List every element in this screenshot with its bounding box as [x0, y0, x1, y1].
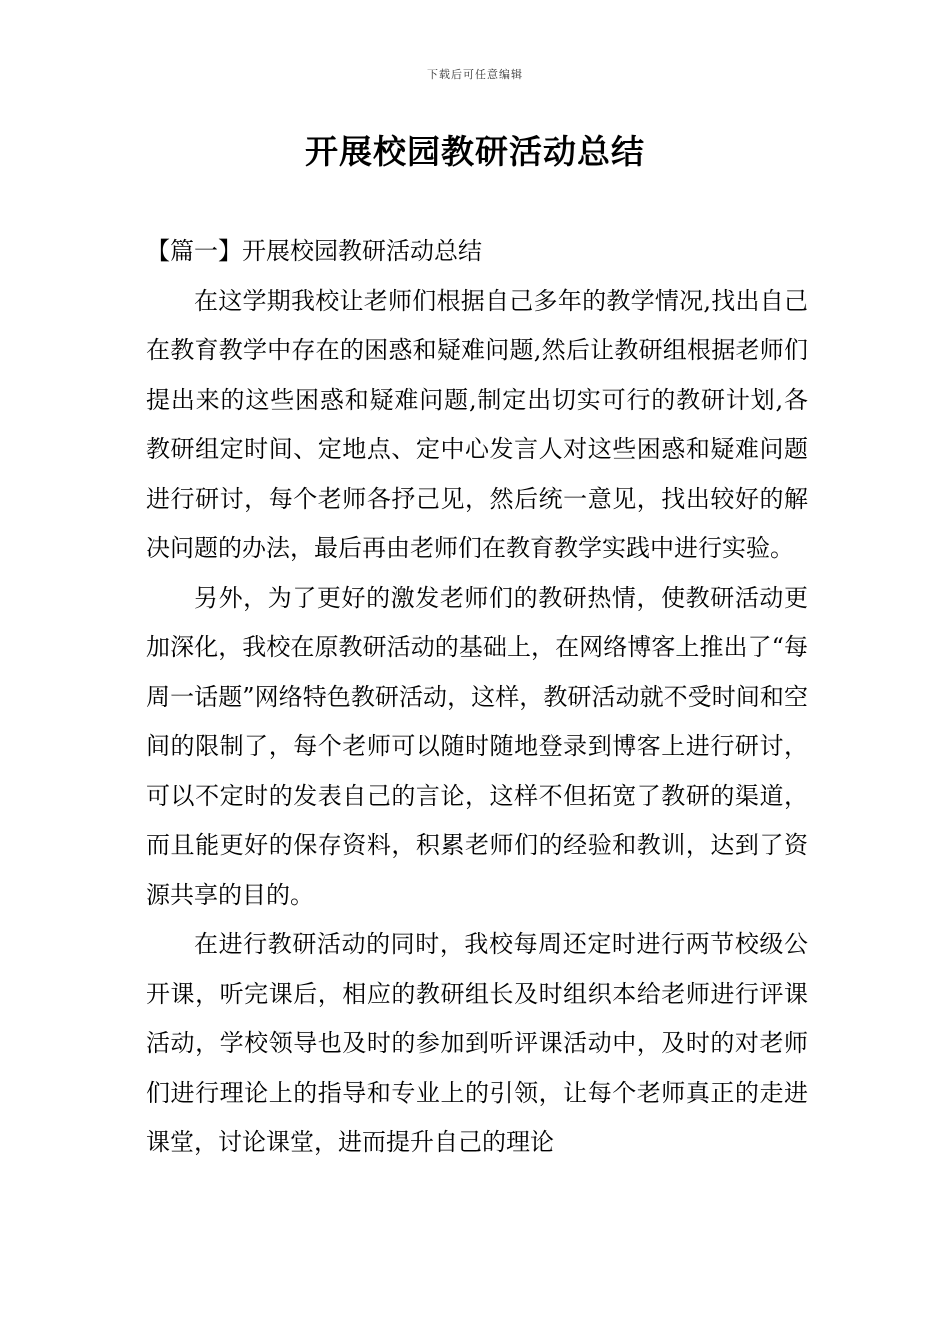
paragraph-3: 在进行教研活动的同时，我校每周还定时进行两节校级公开课，听完课后，相应的教研组长及时组织本给老师进行评课活动，学校领导也及时的参加到听评课活动中，及时的对老师们进行理论上的指导和专业上的引领，让每个老师真正的走进课堂，讨论课堂，进而提升自己的理论	[146, 930, 808, 1156]
document-title: 开展校园教研活动总结	[305, 132, 645, 171]
paragraph-1: 在这学期我校让老师们根据自己多年的教学情况,找出自己在教育教学中存在的困惑和疑难问题,然后让教研组根据老师们提出来的这些困惑和疑难问题,制定出切实可行的教研计划,各教研组定时间、定地点、定中心发言人对这些困惑和疑难问题进行研讨，每个老师各抒己见，然后统一意见，找出较好的解决问题的办法，最后再由老师们在教育教学实践中进行实验。	[146, 286, 808, 562]
document-body	[146, 227, 808, 1168]
paragraph-2: 另外，为了更好的激发老师们的教研热情，使教研活动更加深化，我校在原教研活动的基础上，在网络博客上推出了“每周一话题”网络特色教研活动，这样，教研活动就不受时间和空间的限制了，每个老师可以随时随地登录到博客上进行研讨，可以不定时的发表自己的言论，这样不但拓宽了教研的渠道，而且能更好的保存资料，积累老师们的经验和教训，达到了资源共享的目的。	[146, 583, 808, 909]
header-note: 下载后可任意编辑	[427, 68, 523, 81]
section-title: 【篇一】开展校园教研活动总结	[146, 237, 482, 265]
